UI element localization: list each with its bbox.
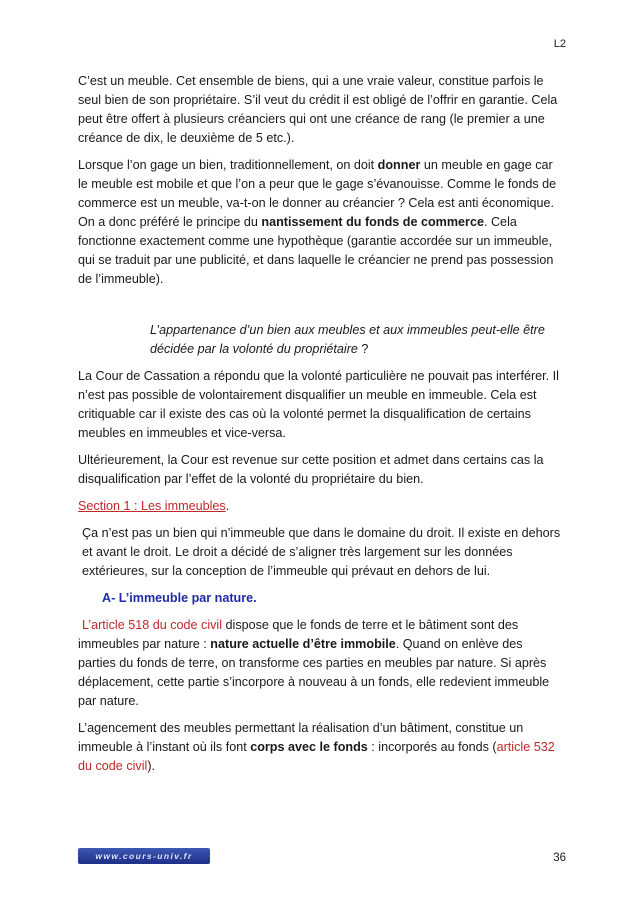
bold-text: nantissement du fonds de commerce — [261, 215, 484, 229]
spacer — [78, 297, 563, 321]
paragraph-immeuble-droit: Ça n’est pas un bien qui n’immeuble que dans le domaine du droit. Il existe en dehors et avant le droit. Le droit a décidé de s’aligner très largement sur les données extérieures, sur la conception de l’immeuble qui prévaut en dehors de lui. — [82, 526, 561, 578]
paragraph-agencement — [78, 719, 563, 776]
paragraph-fonds-meuble: C’est un meuble. Cet ensemble de biens, qui a une vraie valeur, constitue parfois le seul bien de son propriétaire. S’il veut du crédit il est obligé de l’offrir en garantie. Cela peut être offert à plusieurs créanciers qui ont une créance de rang (le premier a une créance de dix, le deuxième de 5 etc.). — [78, 74, 558, 145]
site-logo-banner[interactable]: www.cours-univ.fr — [78, 848, 210, 864]
bold-text: nature actuelle d’être immobile — [210, 637, 396, 651]
text: ). — [147, 759, 156, 773]
article-532-ref[interactable]: article 532 du code civil — [78, 740, 555, 773]
subheading-immeuble-nature: A- L’immeuble par nature. — [102, 591, 257, 605]
text: : incorporés au fonds ( — [367, 740, 497, 754]
article-518-ref[interactable]: L’article 518 du code civil — [82, 618, 223, 632]
question-mark: ? — [357, 342, 369, 356]
page-number: 36 — [553, 852, 566, 864]
paragraph-cour-cassation: La Cour de Cassation a répondu que la volonté particulière ne pouvait pas interférer. Il n’est pas possible de volontairement disqualifier un meuble en immeuble. Cela est critiquable car il existe des cas où la volonté permet la disqualification de certains meubles en immeubles et vice-versa. — [78, 369, 559, 440]
text: Lorsque l’on gage un bien, traditionnellement, on doit — [78, 158, 378, 172]
paragraph-gage — [78, 156, 563, 289]
section-link[interactable]: Section 1 : Les immeubles — [78, 499, 226, 513]
bold-text: corps avec le fonds — [250, 740, 368, 754]
text: dispose que le fonds de terre et le bâtiment sont des immeubles par nature : — [78, 618, 519, 651]
paragraph-article-518 — [78, 616, 563, 711]
section-dot: . — [225, 499, 230, 513]
text: . Cela fonctionne exactement comme une hypothèque (garantie accordée sur un immeuble, qui se traduit par une publicité, et dans laquelle le créancier ne prend pas possession de l’immeuble). — [78, 215, 554, 286]
question-paragraph — [78, 321, 563, 359]
text: un meuble en gage car le meuble est mobile et que l’on a peur que le gage s’évanouisse. Comme le fonds de commerce est un meuble, va-t-on le donner au créancier ? Cela est anti économique. On a donc préféré le principe du — [78, 158, 557, 229]
section-heading — [78, 497, 563, 516]
paragraph-ulterieurement: Ultérieurement, la Cour est revenue sur cette position et admet dans certains cas la disqualification par l’effet de la volonté du propriétaire du bien. — [78, 453, 544, 486]
document-body — [78, 72, 563, 784]
question-text: L’appartenance d’un bien aux meubles et aux immeubles peut-elle être décidée par la volonté du propriétaire — [150, 323, 545, 356]
bold-text: donner — [377, 158, 421, 172]
text: . Quand on enlève des parties du fonds de terre, on transforme ces parties en meubles par nature. Si après déplacement, cette partie s’incorpore à nouveau à un fonds, elle redevient immeuble par nature. — [78, 637, 550, 708]
text: L’agencement des meubles permettant la réalisation d’un bâtiment, constitue un immeuble à l’instant où ils font — [78, 721, 524, 754]
header-label: L2 — [553, 38, 566, 50]
